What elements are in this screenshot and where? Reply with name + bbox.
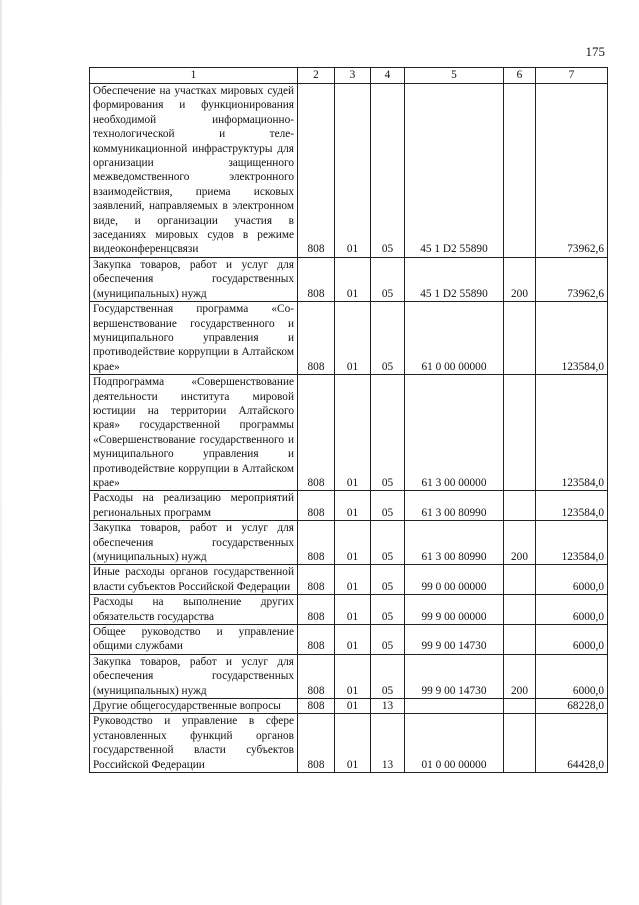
row-target-item: 61 3 00 80990 <box>405 521 504 565</box>
row-section: 01 <box>335 302 371 375</box>
row-section: 01 <box>335 375 371 491</box>
row-name: Подпрограмма «Совершенствование деятельности института мировой юстиции на территории Алтайского края» государственной программы «Совершенствование государственного и муниципального управления и противодействие коррупции в Алтайском крае» <box>90 375 298 491</box>
row-name: Общее руководство и управление общими службами <box>90 625 298 655</box>
header-col-5: 5 <box>405 68 504 84</box>
row-name: Закупка товаров, работ и услуг для обеспечения государственных (муниципальных) нужд <box>90 257 298 301</box>
row-section: 01 <box>335 654 371 698</box>
row-amount: 64428,0 <box>536 714 608 773</box>
budget-table <box>89 67 608 773</box>
row-name: Расходы на выполнение других обязательств государства <box>90 595 298 625</box>
row-ministry-code: 808 <box>298 375 335 491</box>
row-section: 01 <box>335 257 371 301</box>
table-row <box>90 714 608 773</box>
row-name: Другие общегосударственные вопросы <box>90 699 298 714</box>
row-ministry-code: 808 <box>298 257 335 301</box>
row-amount: 6000,0 <box>536 565 608 595</box>
row-target-item: 99 0 00 00000 <box>405 565 504 595</box>
row-subsection: 13 <box>371 714 405 773</box>
header-col-6: 6 <box>504 68 536 84</box>
row-section: 01 <box>335 491 371 521</box>
table-row <box>90 654 608 698</box>
row-target-item: 99 9 00 14730 <box>405 625 504 655</box>
row-ministry-code: 808 <box>298 699 335 714</box>
row-section: 01 <box>335 714 371 773</box>
scan-edge <box>0 0 2 905</box>
row-expense-type: 200 <box>504 521 536 565</box>
row-name: Иные расходы органов государственной власти субъектов Российской Федерации <box>90 565 298 595</box>
row-subsection: 05 <box>371 565 405 595</box>
table-row <box>90 565 608 595</box>
table-row <box>90 257 608 301</box>
table-row <box>90 625 608 655</box>
row-section: 01 <box>335 699 371 714</box>
row-amount: 123584,0 <box>536 375 608 491</box>
table-row <box>90 521 608 565</box>
row-expense-type <box>504 84 536 258</box>
row-target-item: 01 0 00 00000 <box>405 714 504 773</box>
page-number: 175 <box>585 44 605 59</box>
row-ministry-code: 808 <box>298 84 335 258</box>
row-target-item: 61 3 00 00000 <box>405 375 504 491</box>
row-subsection: 05 <box>371 302 405 375</box>
row-name: Расходы на реализацию мероприятий региональных программ <box>90 491 298 521</box>
row-expense-type: 200 <box>504 257 536 301</box>
row-section: 01 <box>335 625 371 655</box>
table-row <box>90 699 608 714</box>
row-amount: 123584,0 <box>536 491 608 521</box>
table-row <box>90 302 608 375</box>
row-name: Закупка товаров, работ и услуг для обеспечения государственных (муниципальных) нужд <box>90 654 298 698</box>
row-section: 01 <box>335 565 371 595</box>
row-expense-type <box>504 714 536 773</box>
table-row <box>90 375 608 491</box>
header-col-1: 1 <box>90 68 298 84</box>
row-target-item: 45 1 D2 55890 <box>405 84 504 258</box>
row-subsection: 05 <box>371 375 405 491</box>
row-amount: 73962,6 <box>536 84 608 258</box>
row-target-item: 61 3 00 80990 <box>405 491 504 521</box>
row-ministry-code: 808 <box>298 302 335 375</box>
row-expense-type <box>504 302 536 375</box>
row-ministry-code: 808 <box>298 654 335 698</box>
row-section: 01 <box>335 84 371 258</box>
row-subsection: 05 <box>371 491 405 521</box>
row-target-item: 61 0 00 00000 <box>405 302 504 375</box>
row-target-item: 99 9 00 00000 <box>405 595 504 625</box>
table-row <box>90 595 608 625</box>
row-amount: 123584,0 <box>536 521 608 565</box>
row-subsection: 05 <box>371 654 405 698</box>
row-subsection: 05 <box>371 625 405 655</box>
row-name: Обеспечение на участках мировых судей формирования и функционирования необходимой информационно-технологической и телекоммуникационной инфраструктуры для организации защищенного межведомственного электронного взаимодействия, приема исковых заявлений, направляемых в электронном виде, и организации участия в заседаниях мировых судов в режиме видеоконференцсвязи <box>90 84 298 258</box>
row-expense-type: 200 <box>504 654 536 698</box>
table-row <box>90 84 608 258</box>
row-subsection: 05 <box>371 521 405 565</box>
row-name: Руководство и управление в сфере установленных функций органов государственной власти субъектов Российской Федерации <box>90 714 298 773</box>
row-ministry-code: 808 <box>298 595 335 625</box>
header-col-3: 3 <box>335 68 371 84</box>
row-section: 01 <box>335 521 371 565</box>
row-target-item: 99 9 00 14730 <box>405 654 504 698</box>
row-subsection: 05 <box>371 257 405 301</box>
row-amount: 6000,0 <box>536 595 608 625</box>
row-expense-type <box>504 595 536 625</box>
row-amount: 73962,6 <box>536 257 608 301</box>
row-expense-type <box>504 699 536 714</box>
table-header-row <box>90 68 608 84</box>
row-target-item: 45 1 D2 55890 <box>405 257 504 301</box>
row-ministry-code: 808 <box>298 521 335 565</box>
row-expense-type <box>504 625 536 655</box>
row-name: Государственная программа «Совершенствование государственного и муниципального управления и противодействие коррупции в Алтайском крае» <box>90 302 298 375</box>
row-subsection: 05 <box>371 84 405 258</box>
row-ministry-code: 808 <box>298 565 335 595</box>
row-target-item <box>405 699 504 714</box>
row-expense-type <box>504 491 536 521</box>
row-name: Закупка товаров, работ и услуг для обеспечения государственных (муниципальных) нужд <box>90 521 298 565</box>
header-col-2: 2 <box>298 68 335 84</box>
row-subsection: 05 <box>371 595 405 625</box>
header-col-7: 7 <box>536 68 608 84</box>
row-section: 01 <box>335 595 371 625</box>
row-amount: 6000,0 <box>536 625 608 655</box>
row-ministry-code: 808 <box>298 625 335 655</box>
row-amount: 6000,0 <box>536 654 608 698</box>
row-amount: 68228,0 <box>536 699 608 714</box>
row-expense-type <box>504 375 536 491</box>
row-subsection: 13 <box>371 699 405 714</box>
row-ministry-code: 808 <box>298 714 335 773</box>
table-row <box>90 491 608 521</box>
row-ministry-code: 808 <box>298 491 335 521</box>
row-expense-type <box>504 565 536 595</box>
row-amount: 123584,0 <box>536 302 608 375</box>
header-col-4: 4 <box>371 68 405 84</box>
